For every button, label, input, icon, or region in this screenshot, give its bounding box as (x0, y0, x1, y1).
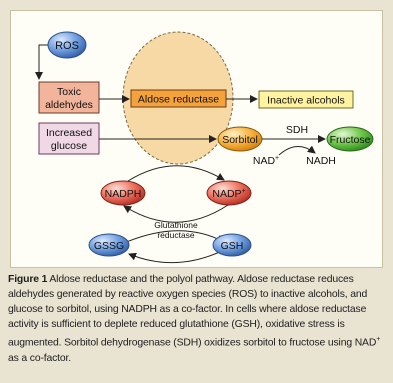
caption-text-after-nad: as a co-factor. (8, 352, 72, 364)
increased-glucose-node (39, 123, 99, 154)
fructose-label: Fructose (329, 134, 371, 146)
glutathione-reductase-label-line1: Glutathione (154, 220, 198, 230)
nad-to-nadh-arrow (279, 146, 315, 155)
nadph-node (101, 181, 145, 205)
figure-label: Figure 1 (8, 274, 48, 285)
nadp-plus-node (207, 181, 251, 205)
aldose-reductase-node (131, 90, 226, 107)
nadph-to-nadp-arrow (128, 166, 224, 181)
inactive-alcohols-node (259, 91, 353, 108)
sdh-label: SDH (285, 124, 309, 136)
fructose-node (327, 127, 373, 151)
polyol-pathway-diagram (11, 11, 384, 269)
ros-label: ROS (55, 40, 79, 52)
caption-nad-superscript: + (376, 336, 381, 344)
toxic-aldehydes-label-line2: aldehydes (45, 99, 93, 111)
sorbitol-label: Sorbitol (222, 134, 258, 146)
gsh-label: GSH (220, 240, 244, 252)
gsh-to-gssg-arrow (129, 250, 224, 263)
nadh-label: NADH (306, 155, 336, 167)
gsh-node (213, 234, 251, 256)
inactive-alcohols-label: Inactive alcohols (267, 94, 345, 107)
gssg-label: GSSG (93, 240, 125, 252)
glutathione-reductase-label-line2: reductase (157, 230, 195, 240)
increased-glucose-label-line1: Increased (45, 127, 93, 139)
diagram-panel (10, 10, 383, 268)
gssg-node (89, 234, 129, 256)
caption-text-before-nad: Aldose reductase and the polyol pathway. Aldose reductase reduces aldehydes generated by reactive oxygen species (ROS) to inactive alcohols, and glucose to sorbitol, using NADPH as a co-factor. In cells where aldose reductase activity is sufficient to deplete reduced glutathione (GSH), oxidative stress is augmented. Sorbitol dehydrogenase (SDH) oxidizes sorbitol to fructose using (8, 274, 368, 349)
nad-plus-label: NAD+ (252, 155, 280, 167)
figure-caption (8, 272, 388, 366)
ros-node (48, 32, 86, 58)
ros-to-aldehydes-arrow (39, 45, 48, 79)
sorbitol-node (218, 127, 262, 151)
toxic-aldehydes-label-line1: Toxic (57, 86, 81, 98)
nadp-plus-label: NADP+ (212, 188, 246, 200)
caption-nad: NAD (354, 337, 377, 349)
increased-glucose-label-line2: glucose (50, 140, 88, 152)
aldose-reductase-label: Aldose reductase (137, 93, 220, 106)
nadph-label: NADPH (104, 188, 142, 200)
toxic-aldehydes-node (39, 82, 99, 113)
